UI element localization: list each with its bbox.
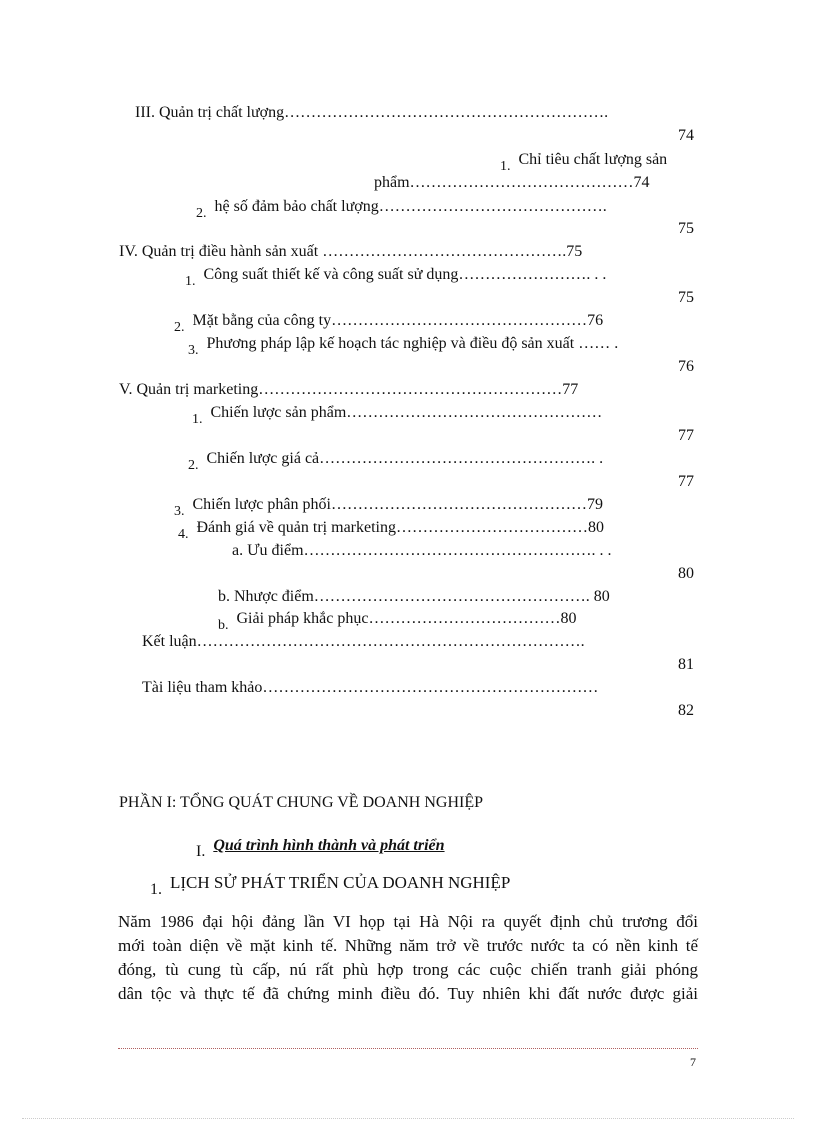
toc-number: 4. xyxy=(178,527,189,542)
toc-number: 1. xyxy=(500,159,511,174)
toc-text: Phương pháp lập kế hoạch tác nghiệp và điều độ sản xuất …… . xyxy=(206,335,619,352)
toc-iii-1 xyxy=(500,150,668,174)
toc-v-4b: b. Nhược điểm……………………………………………. 80 xyxy=(218,588,610,605)
toc-ketluan: Kết luận………………………………………………………………. xyxy=(142,633,585,650)
chapter-title: Quá trình hình thành và phát triển xyxy=(213,837,445,854)
toc-iii-page: 74 xyxy=(678,127,694,144)
toc-v-4c xyxy=(218,609,577,633)
toc-v-1-page: 77 xyxy=(678,427,694,444)
toc-iv: IV. Quản trị điều hành sản xuất ……………………………………….75 xyxy=(119,243,583,260)
sub-heading xyxy=(150,873,511,898)
toc-v-1 xyxy=(192,403,603,427)
toc-tailieu-page: 82 xyxy=(678,702,694,719)
toc-text: Chiến lược phân phối…………………………………………79 xyxy=(192,496,603,513)
toc-number: 1. xyxy=(185,274,196,289)
paragraph-line: dân tộc và thực tế đã chứng minh điều đó. Tuy nhiên khi đất nước được giải xyxy=(118,984,698,1003)
toc-text: Đánh giá về quản trị marketing………………………………80 xyxy=(196,519,604,536)
toc-v-3 xyxy=(174,495,603,519)
toc-iii-2-page: 75 xyxy=(678,220,694,237)
toc-iv-3-page: 76 xyxy=(678,358,694,375)
toc-number: 2. xyxy=(174,320,185,335)
toc-text: Giải pháp khắc phục………………………………80 xyxy=(236,610,577,627)
toc-number: 2. xyxy=(196,206,207,221)
toc-iv-1-page: 75 xyxy=(678,289,694,306)
chapter-heading xyxy=(196,836,445,860)
toc-number: 2. xyxy=(188,458,199,473)
chapter-number: I. xyxy=(196,843,206,860)
page-number: 7 xyxy=(690,1055,696,1069)
toc-iv-2 xyxy=(174,311,604,335)
toc-ketluan-page: 81 xyxy=(678,656,694,673)
paragraph-line: Năm 1986 đại hội đảng lần VI họp tại Hà Nội ra quyết định chủ trương đổi xyxy=(118,912,698,931)
toc-text: Chỉ tiêu chất lượng sản xyxy=(518,151,668,168)
paragraph-line: đóng, tù cung tù cấp, nú rất phù hợp trong các cuộc chiến tranh giải phóng xyxy=(118,960,698,979)
toc-number: 3. xyxy=(174,504,185,519)
paragraph-line: mới toàn diện về mặt kinh tế. Những năm trở về trước nước ta có nền kinh tế xyxy=(118,936,698,955)
toc-v-4 xyxy=(178,518,604,542)
toc-number: 1. xyxy=(192,412,203,427)
toc-text: hệ số đảm bảo chất lượng……………………………………. xyxy=(214,198,607,215)
toc-tailieu: Tài liệu tham khảo……………………………………………………… xyxy=(142,679,599,696)
body-paragraph xyxy=(118,910,698,1006)
toc-iv-3 xyxy=(188,334,619,358)
toc-number: 3. xyxy=(188,343,199,358)
sub-number: 1. xyxy=(150,881,162,898)
toc-v: V. Quản trị marketing…………………………………………………77 xyxy=(119,381,579,398)
toc-number: b. xyxy=(218,618,229,633)
footer-divider xyxy=(118,1048,698,1049)
toc-iii-2 xyxy=(196,197,607,221)
toc-text: Công suất thiết kế và công suất sử dụng……………………. . . xyxy=(203,266,607,283)
toc-text: Mặt bằng của công ty…………………………………………76 xyxy=(192,312,604,329)
part-title: PHẦN I: TỔNG QUÁT CHUNG VỀ DOANH NGHIỆP xyxy=(119,794,483,811)
sub-title: LỊCH SỬ PHÁT TRIỂN CỦA DOANH NGHIỆP xyxy=(170,873,511,892)
toc-iv-1 xyxy=(185,265,607,289)
page-edge-divider xyxy=(22,1118,794,1119)
toc-v-2 xyxy=(188,449,604,473)
toc-v-4a: a. Ưu điểm………………………………………………. . . xyxy=(232,542,612,559)
toc-v-2-page: 77 xyxy=(678,473,694,490)
toc-text: Chiến lược giá cả……………………………………………. . xyxy=(206,450,604,467)
toc-iii: III. Quản trị chất lượng……………………………………………………. xyxy=(135,104,609,121)
toc-iii-1-cont: phẩm……………………………………74 xyxy=(374,174,650,191)
toc-text: Chiến lược sản phẩm………………………………………… xyxy=(210,404,603,421)
toc-v-4a-page: 80 xyxy=(678,565,694,582)
